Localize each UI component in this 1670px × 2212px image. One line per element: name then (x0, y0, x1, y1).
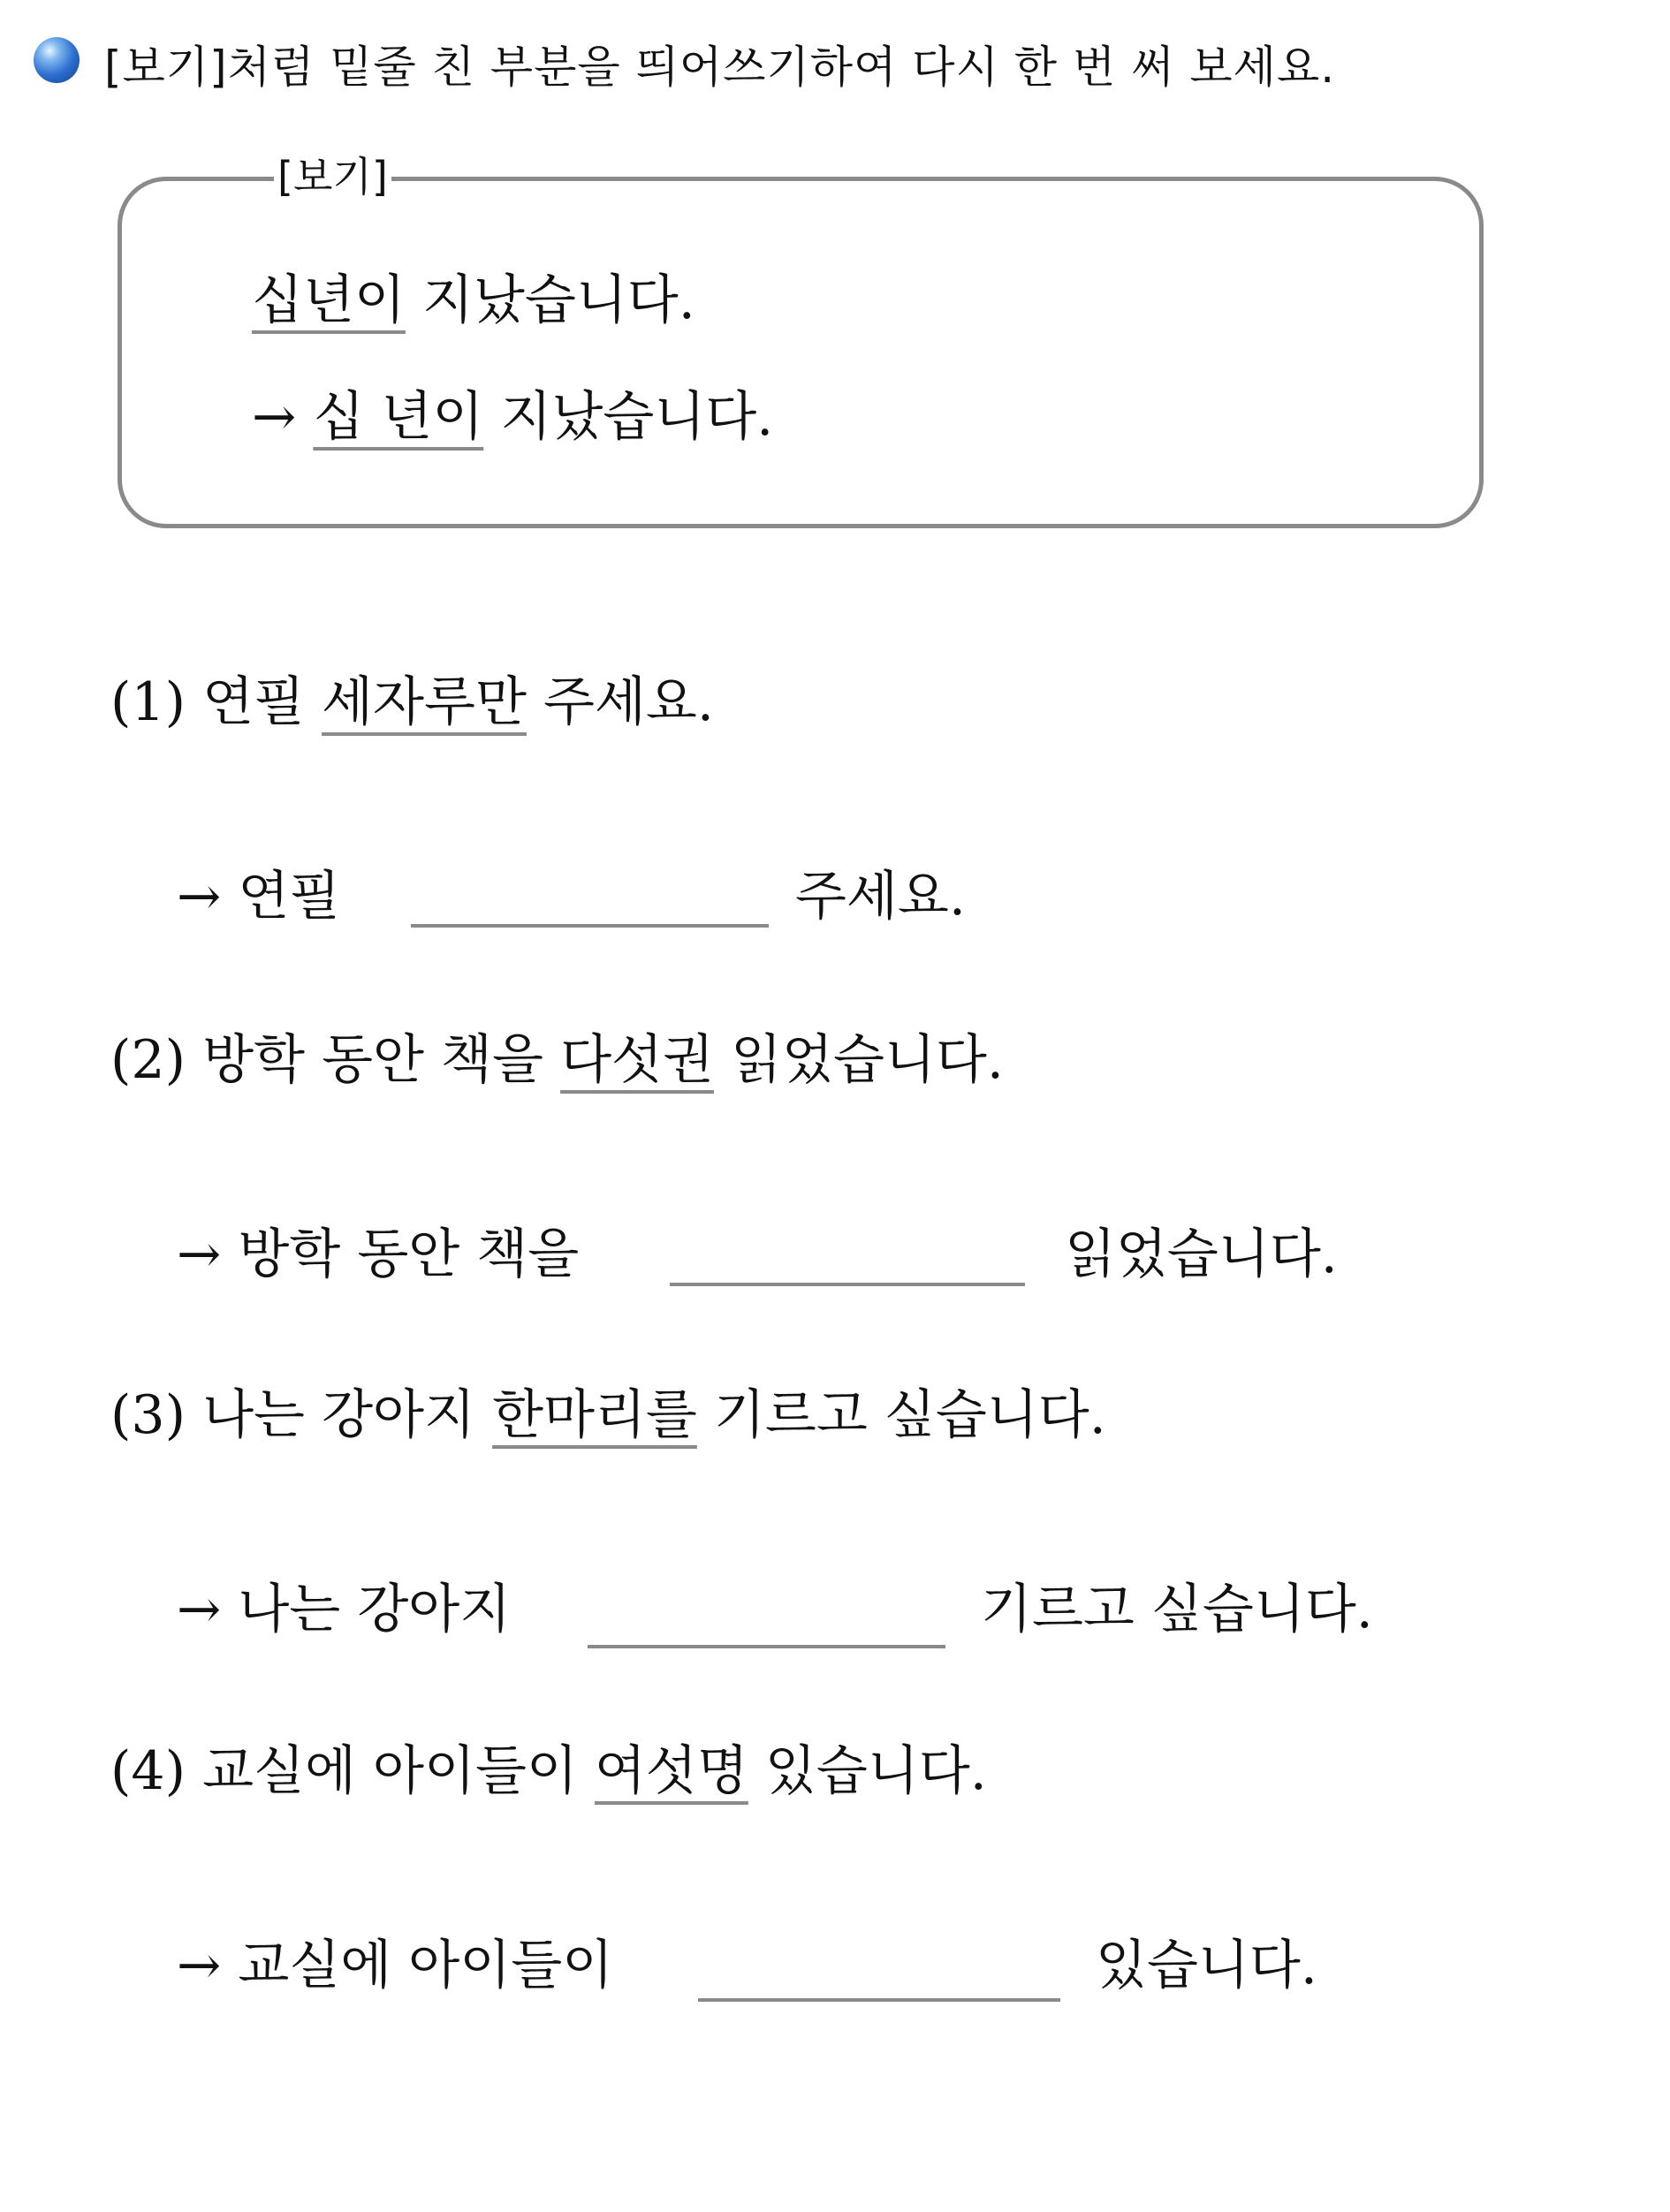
question-2 (110, 1025, 1004, 1095)
question-after: 기르고 싶습니다. (696, 1384, 1106, 1446)
question-before: 방학 동안 책을 (202, 1029, 561, 1091)
answer-blank-4[interactable] (698, 1998, 1060, 2002)
question-1 (110, 667, 714, 738)
example-answer-underlined: 십 년이 (313, 386, 484, 448)
example-underlined: 십년이 (252, 269, 406, 331)
question-underlined: 세자루만 (322, 671, 527, 733)
question-3 (110, 1380, 1106, 1451)
question-before: 교실에 아이들이 (202, 1740, 595, 1802)
example-box (118, 177, 1484, 528)
question-after: 읽었습니다. (713, 1029, 1004, 1091)
question-underlined: 다섯권 (560, 1029, 714, 1091)
instruction-text: [보기]처럼 밑줄 친 부분을 띄어쓰기하여 다시 한 번 써 보세요. (104, 42, 1336, 93)
example-rest: 지났습니다. (405, 269, 695, 331)
question-number: (4) (110, 1740, 186, 1802)
example-answer (252, 382, 773, 452)
rewrite-4-before: → 교실에 아이들이 (177, 1935, 614, 1996)
rewrite-3-before: → 나는 강아지 (177, 1579, 512, 1640)
example-answer-rest: 지났습니다. (483, 386, 774, 448)
question-number: (3) (110, 1384, 186, 1446)
question-before: 나는 강아지 (202, 1384, 493, 1446)
rewrite-1-before: → 연필 (177, 866, 341, 928)
rewrite-4-after: 있습니다. (1096, 1935, 1317, 1996)
example-sentence (252, 265, 695, 336)
rewrite-1-after: 주세요. (795, 866, 966, 928)
question-after: 주세요. (526, 671, 714, 733)
question-after: 있습니다. (748, 1740, 987, 1802)
question-number: (1) (110, 671, 186, 733)
answer-blank-1[interactable] (411, 924, 769, 928)
question-before: 연필 (202, 671, 323, 733)
rewrite-2-before: → 방학 동안 책을 (177, 1223, 580, 1285)
answer-blank-2[interactable] (670, 1283, 1025, 1286)
example-arrow: → (252, 386, 314, 448)
question-4 (110, 1736, 987, 1807)
rewrite-2-after: 읽었습니다. (1065, 1223, 1338, 1285)
rewrite-3-after: 기르고 싶습니다. (981, 1579, 1373, 1640)
question-underlined: 한마리를 (492, 1384, 697, 1446)
bullet-icon (34, 37, 80, 83)
question-number: (2) (110, 1029, 186, 1091)
question-underlined: 여섯명 (594, 1740, 748, 1802)
example-label: [보기] (274, 152, 391, 201)
answer-blank-3[interactable] (588, 1645, 945, 1648)
